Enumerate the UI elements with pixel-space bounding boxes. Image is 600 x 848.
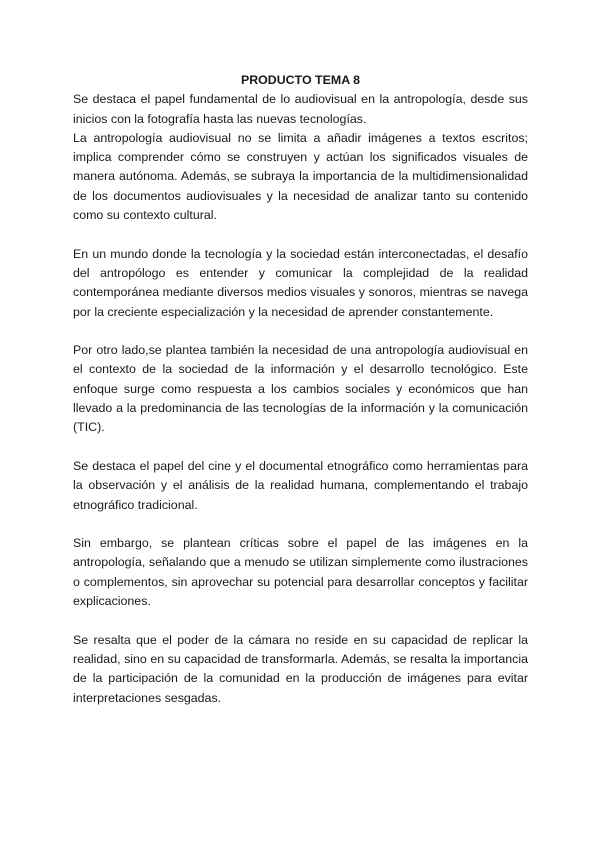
paragraph-spacer bbox=[73, 322, 528, 341]
document-title: PRODUCTO TEMA 8 bbox=[240, 73, 361, 87]
paragraph-6: Sin embargo, se plantean críticas sobre el papel de las imágenes en la antropología, señalando que a menudo se utilizan simplemente como ilustraciones o complementos, sin aprovechar su potencial para desarrollar conceptos y facilitar explicaciones. bbox=[73, 536, 528, 609]
paragraph-spacer bbox=[73, 611, 528, 630]
paragraph-1: Se destaca el papel fundamental de lo audiovisual en la antropología, desde sus inicios con la fotografía hasta las nuevas tecnologías. bbox=[73, 92, 528, 126]
paragraph-spacer bbox=[73, 438, 528, 457]
paragraph-7: Se resalta que el poder de la cámara no reside en su capacidad de replicar la realidad, sino en su capacidad de transformarla. Además, se resalta la importancia de la participación de la comunidad en la producción de imágenes para evitar interpretaciones sesgadas. bbox=[73, 632, 528, 705]
document-body bbox=[73, 71, 528, 708]
paragraph-spacer bbox=[73, 515, 528, 534]
paragraph-spacer bbox=[73, 225, 528, 244]
paragraph-2: La antropología audiovisual no se limita a añadir imágenes a textos escritos; implica comprender cómo se construyen y actúan los significados visuales de manera autónoma. Además, se subraya la importancia de la multidimensionalidad de los documentos audiovisuales y la necesidad de analizar tanto su contenido como su contexto cultural. bbox=[73, 130, 528, 223]
paragraph-5: Se destaca el papel del cine y el documental etnográfico como herramientas para la observación y el análisis de la realidad humana, complementando el trabajo etnográfico tradicional. bbox=[73, 458, 528, 512]
paragraph-3: En un mundo donde la tecnología y la sociedad están interconectadas, el desafío del antropólogo es entender y comunicar la complejidad de la realidad contemporánea mediante diversos medios visuales y sonoros, mientras se navega por la creciente especialización y la necesidad de aprender constantemente. bbox=[73, 246, 528, 319]
paragraph-4: Por otro lado,se plantea también la necesidad de una antropología audiovisual en el contexto de la sociedad de la información y el desarrollo tecnológico. Este enfoque surge como respuesta a los cambios sociales y económicos que han llevado a la predominancia de las tecnologías de la información y la comunicación (TIC). bbox=[73, 343, 528, 435]
